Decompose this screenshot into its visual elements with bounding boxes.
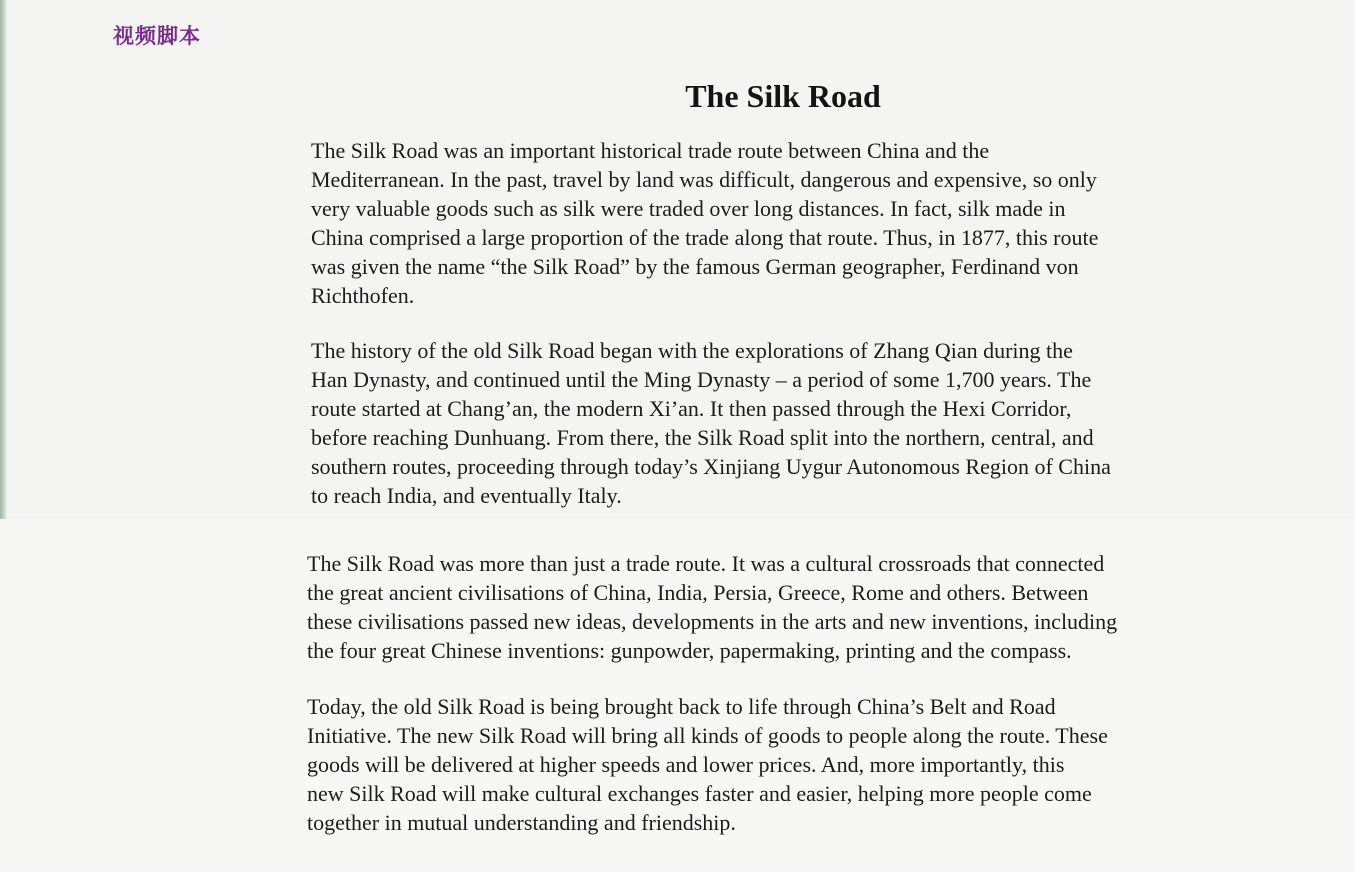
section-tag: 视频脚本 (113, 24, 201, 48)
paragraph-line: Mediterranean. In the past, travel by land was difficult, dangerous and expensive, so only (311, 167, 1097, 192)
paragraph-line: together in mutual understanding and friendship. (307, 810, 736, 835)
page-edge-shadow (0, 0, 7, 519)
paragraph-line: before reaching Dunhuang. From there, the Silk Road split into the northern, central, and (311, 425, 1094, 450)
paragraph-line: southern routes, proceeding through today’s Xinjiang Uygur Autonomous Region of China (311, 454, 1111, 479)
paragraph-line: the four great Chinese inventions: gunpowder, papermaking, printing and the compass. (307, 638, 1072, 663)
paragraph-line: the great ancient civilisations of China, India, Persia, Greece, Rome and others. Between (307, 580, 1089, 605)
paragraph-3 (307, 549, 1247, 665)
paragraph-line: The Silk Road was an important historical trade route between China and the (311, 138, 990, 163)
paragraph-line: to reach India, and eventually Italy. (311, 483, 622, 508)
paragraph-line: Initiative. The new Silk Road will bring all kinds of goods to people along the route. These (307, 723, 1108, 748)
paragraph-line: goods will be delivered at higher speeds and lower prices. And, more importantly, this (307, 752, 1065, 777)
paragraph-line: Today, the old Silk Road is being brought back to life through China’s Belt and Road (307, 694, 1056, 719)
paragraph-line: new Silk Road will make cultural exchanges faster and easier, helping more people come (307, 781, 1092, 806)
paragraph-4 (307, 692, 1247, 837)
page-title: The Silk Road (685, 78, 881, 114)
paragraph-line: The Silk Road was more than just a trade route. It was a cultural crossroads that connected (307, 551, 1105, 576)
paragraph-line: very valuable goods such as silk were traded over long distances. In fact, silk made in (311, 196, 1066, 221)
paragraph-line: China comprised a large proportion of the trade along that route. Thus, in 1877, this route (311, 225, 1099, 250)
paragraph-line: was given the name “the Silk Road” by the famous German geographer, Ferdinand von (311, 254, 1079, 279)
paragraph-1 (311, 136, 1251, 310)
paragraph-line: The history of the old Silk Road began with the explorations of Zhang Qian during the (311, 338, 1073, 363)
paragraph-line: these civilisations passed new ideas, developments in the arts and new inventions, including (307, 609, 1118, 634)
paragraph-line: Richthofen. (311, 283, 415, 308)
paragraph-line: Han Dynasty, and continued until the Ming Dynasty – a period of some 1,700 years. The (311, 367, 1092, 392)
paragraph-line: route started at Chang’an, the modern Xi’an. It then passed through the Hexi Corridor, (311, 396, 1072, 421)
paragraph-2 (311, 336, 1251, 510)
